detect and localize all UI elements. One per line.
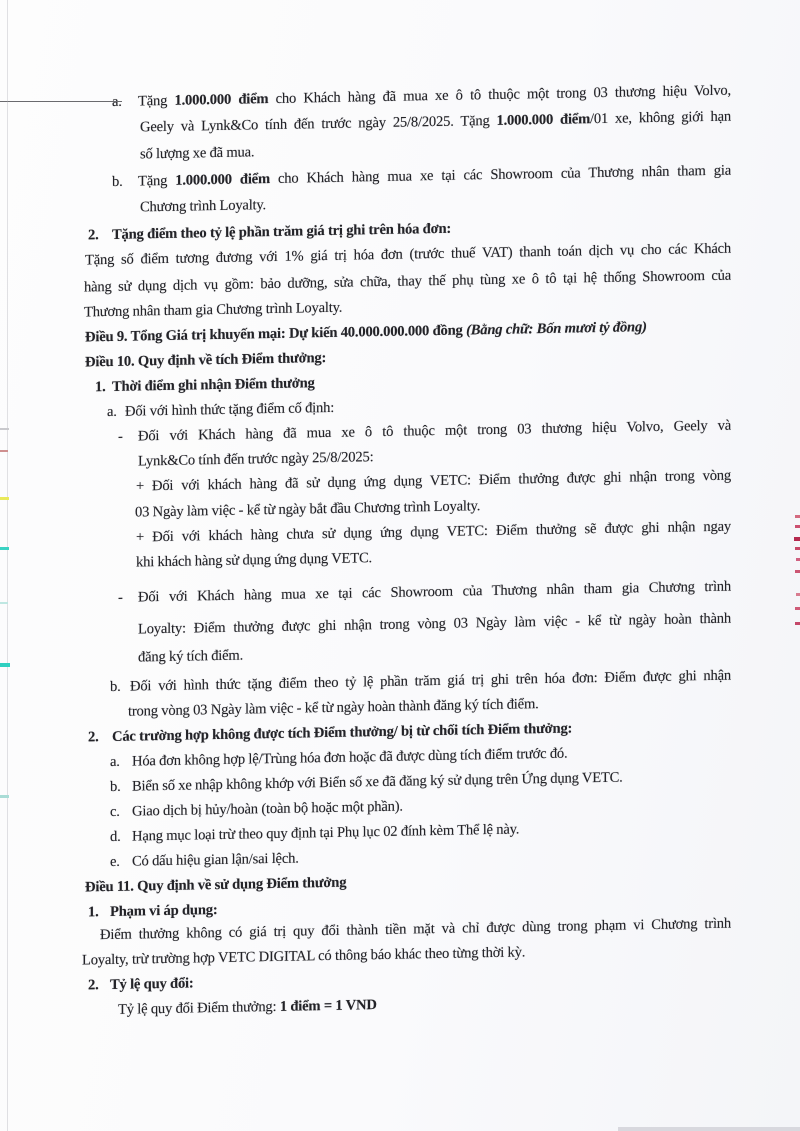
text-line bbox=[84, 266, 731, 298]
text-segment: 1 điểm = 1 VND bbox=[279, 997, 377, 1015]
text-segment: cho Khách hàng mua xe tại các Showroom của Thương nhân tham gia bbox=[278, 162, 731, 187]
text-segment: Đối với Khách hàng đã mua xe ô tô thuộc một trong 03 thương hiệu Volvo, Geely và bbox=[138, 417, 731, 445]
left-edge-color-mark bbox=[0, 663, 10, 667]
left-edge-color-mark bbox=[0, 450, 8, 452]
left-edge-color-mark bbox=[0, 428, 9, 430]
text-segment: Loyalty, trừ trường hợp VETC DIGITAL có thông báo khác theo từng thời kỳ. bbox=[82, 944, 526, 969]
text-line bbox=[107, 398, 334, 422]
text-segment: Loyalty: Điểm thưởng được ghi nhận trong vòng 03 Ngày làm việc - kể từ ngày hoàn thành bbox=[138, 610, 731, 638]
list-marker: e. bbox=[110, 853, 120, 870]
text-line bbox=[95, 373, 315, 397]
text-segment: + Đối với khách hàng đã sử dụng ứng dụng VETC: Điểm thưởng được ghi nhận trong vòng bbox=[136, 467, 731, 495]
text-line bbox=[140, 195, 266, 217]
text-segment: Tặng số điểm tương đương với 1% giá trị hóa đơn (trước thuế VAT) thanh toán dịch vụ cho các Khách bbox=[85, 240, 731, 269]
list-marker: b. bbox=[110, 778, 121, 795]
right-edge-red-mark bbox=[795, 622, 800, 625]
text-line bbox=[138, 447, 373, 471]
text-segment: Tỷ lệ quy đổi Điểm thưởng: bbox=[118, 998, 280, 1018]
text-line bbox=[136, 517, 731, 548]
text-segment: Thời điểm ghi nhận Điểm thưởng bbox=[112, 375, 315, 395]
text-line bbox=[110, 768, 623, 797]
text-segment: số lượng xe đã mua. bbox=[140, 144, 255, 163]
text-segment: Điều 11. Quy định về sử dụng Điểm thưởng bbox=[85, 874, 347, 896]
right-edge-red-mark bbox=[796, 593, 800, 596]
right-edge-red-mark bbox=[795, 547, 800, 550]
list-marker: 2. bbox=[88, 729, 99, 746]
text-segment: cho Khách hàng đã mua xe ô tô thuộc một trong 03 thương hiệu Volvo, bbox=[275, 82, 731, 107]
list-marker: a. bbox=[110, 753, 120, 770]
left-edge-color-mark bbox=[0, 497, 9, 500]
text-line bbox=[112, 81, 731, 112]
text-segment: Tặng điểm theo tỷ lệ phần trăm giá trị ghi trên hóa đơn: bbox=[112, 220, 452, 243]
text-segment: Có dấu hiệu gian lận/sai lệch. bbox=[132, 850, 299, 870]
text-line bbox=[136, 466, 731, 497]
text-line bbox=[88, 219, 451, 246]
list-marker: 1. bbox=[88, 904, 99, 921]
text-line bbox=[112, 161, 731, 192]
list-marker: b. bbox=[110, 678, 121, 695]
right-edge-red-mark bbox=[795, 515, 800, 518]
text-line bbox=[88, 719, 572, 748]
text-segment: đăng ký tích điểm. bbox=[138, 647, 244, 666]
list-marker: - bbox=[118, 428, 123, 445]
text-line bbox=[85, 317, 647, 347]
text-line bbox=[118, 416, 731, 447]
text-line bbox=[128, 694, 539, 722]
text-segment: Thương nhân tham gia Chương trình Loyalty. bbox=[84, 299, 343, 321]
text-segment: Hạng mục loại trừ theo quy định tại Phụ lục 02 đính kèm Thể lệ này. bbox=[132, 821, 520, 845]
list-marker: - bbox=[118, 589, 123, 606]
text-line bbox=[85, 873, 346, 898]
list-marker: c. bbox=[110, 803, 120, 820]
text-segment: hàng sử dụng dịch vụ gồm: bảo dưỡng, sửa chữa, thay thế phụ tùng xe ô tô tại hệ thống Showroom của bbox=[84, 267, 731, 296]
text-line bbox=[110, 849, 299, 872]
text-segment: 1.000.000 điểm bbox=[175, 170, 278, 189]
text-segment: Geely và Lynk&Co tính đến trước ngày 25/8/2025. Tặng bbox=[140, 112, 497, 136]
text-line bbox=[110, 744, 567, 772]
text-segment: Hóa đơn không hợp lệ/Trùng hóa đơn hoặc đã được dùng tích điểm trước đó. bbox=[132, 745, 568, 770]
right-edge-red-mark bbox=[795, 607, 800, 610]
text-segment: Đối với hình thức tặng điểm theo tỷ lệ phần trăm giá trị ghi trên hóa đơn: Điểm được ghi nhận bbox=[130, 667, 731, 695]
text-segment: 1.000.000 điểm bbox=[496, 111, 591, 129]
list-marker: 1. bbox=[95, 379, 106, 396]
list-marker: b. bbox=[112, 173, 123, 190]
text-segment: Giao dịch bị hủy/hoàn (toàn bộ hoặc một phần). bbox=[132, 798, 403, 820]
text-line bbox=[118, 995, 377, 1020]
text-segment: /01 xe, không giới hạn bbox=[590, 108, 731, 128]
text-line bbox=[140, 107, 731, 138]
text-line bbox=[110, 797, 403, 822]
scan-line-artifact bbox=[0, 101, 122, 102]
text-line bbox=[110, 819, 519, 847]
right-edge-red-mark bbox=[795, 525, 800, 528]
text-line bbox=[85, 348, 326, 372]
text-segment: Tặng bbox=[138, 172, 176, 190]
text-segment: Tặng bbox=[138, 92, 175, 110]
text-segment: Các trường hợp không được tích Điểm thưởng/ bị từ chối tích Điểm thưởng: bbox=[112, 720, 573, 745]
left-edge-color-mark bbox=[0, 602, 8, 604]
text-line bbox=[140, 142, 254, 164]
text-segment: Điều 10. Quy định về tích Điểm thưởng: bbox=[85, 350, 327, 371]
text-segment: + Đối với khách hàng chưa sử dụng ứng dụng VETC: Điểm thưởng sẽ được ghi nhận ngay bbox=[136, 518, 731, 546]
text-line bbox=[88, 900, 218, 922]
text-segment: (Bằng chữ: Bốn mươi tỷ đồng) bbox=[466, 319, 647, 339]
list-marker: 2. bbox=[88, 977, 99, 994]
text-line bbox=[82, 942, 525, 970]
text-segment: Đối với hình thức tặng điểm cố định: bbox=[125, 399, 335, 420]
text-segment: Phạm vi áp dụng: bbox=[110, 902, 218, 920]
list-marker: a. bbox=[107, 403, 117, 421]
text-line bbox=[118, 577, 731, 608]
right-edge-red-mark bbox=[795, 570, 800, 573]
text-segment: 03 Ngày làm việc - kể từ ngày bắt đầu Chương trình Loyalty. bbox=[135, 498, 481, 521]
text-line bbox=[138, 609, 731, 640]
text-segment: Điều 9. Tổng Giá trị khuyến mại: Dự kiến 40.000.000.000 đồng bbox=[85, 322, 467, 346]
text-line bbox=[110, 666, 731, 697]
text-segment: Chương trình Loyalty. bbox=[140, 197, 267, 216]
right-edge-red-mark bbox=[794, 537, 800, 541]
text-segment: Lynk&Co tính đến trước ngày 25/8/2025: bbox=[138, 449, 374, 470]
text-segment: Biển số xe nhập không khớp với Biển số xe đã đăng ký sử dụng trên Ứng dụng VETC. bbox=[132, 769, 623, 795]
page-edge-line bbox=[7, 0, 8, 1131]
text-segment: Tỷ lệ quy đổi: bbox=[110, 975, 194, 993]
text-line bbox=[135, 496, 480, 522]
bottom-edge-shadow bbox=[618, 1127, 800, 1131]
right-edge-red-mark bbox=[796, 558, 800, 561]
text-segment: 1.000.000 điểm bbox=[174, 90, 276, 109]
text-line bbox=[88, 973, 194, 995]
list-marker: d. bbox=[110, 828, 121, 845]
text-segment: Đối với Khách hàng mua xe tại các Showroom của Thương nhân tham gia Chương trình bbox=[138, 578, 731, 606]
left-edge-color-mark bbox=[0, 547, 9, 550]
text-segment: trong vòng 03 Ngày làm việc - kể từ ngày hoàn thành đăng ký tích điểm. bbox=[128, 696, 539, 720]
left-edge-color-mark bbox=[0, 795, 9, 798]
list-marker: 2. bbox=[88, 227, 99, 244]
text-segment: Điểm thưởng không có giá trị quy đổi thành tiền mặt và chỉ được dùng trong phạm vi Chương trình bbox=[100, 915, 731, 944]
text-line bbox=[136, 548, 372, 572]
text-line bbox=[138, 646, 243, 668]
text-segment: khi khách hàng sử dụng ứng dụng VETC. bbox=[136, 550, 372, 571]
text-line bbox=[84, 298, 342, 323]
